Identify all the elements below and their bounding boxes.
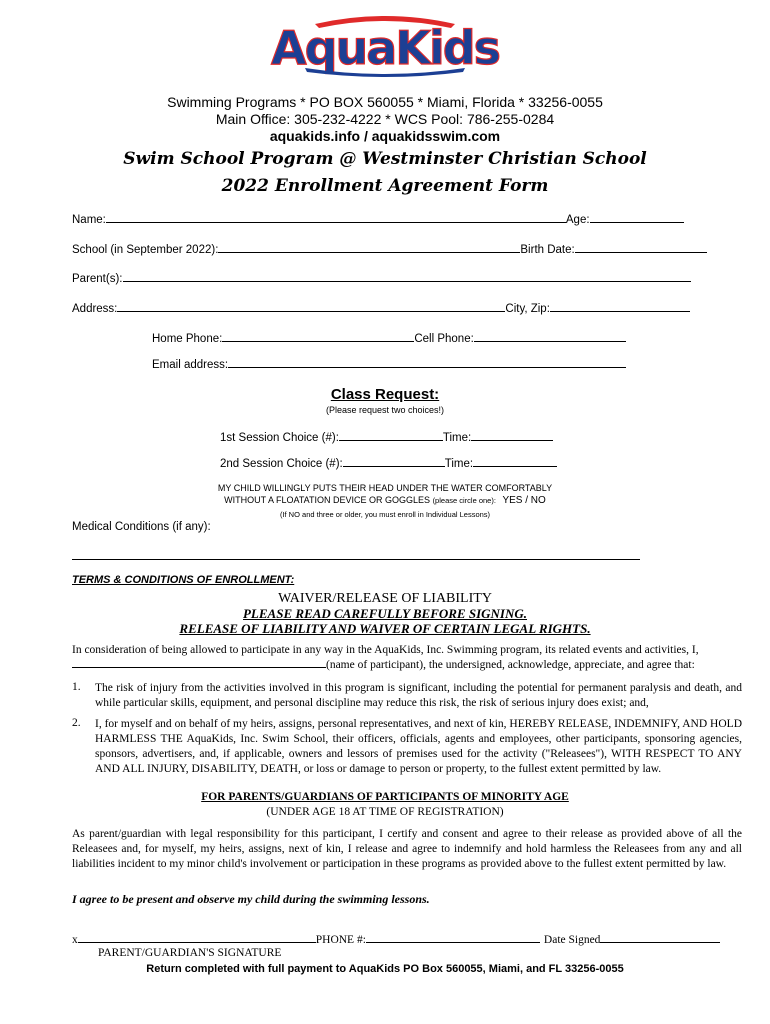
- phone-line[interactable]: [366, 933, 540, 943]
- aquakids-logo-graphic: [270, 10, 500, 76]
- water-comfort-line1: MY CHILD WILLINGLY PUTS THEIR HEAD UNDER THE WATER COMFORTABLY: [217, 483, 553, 493]
- school-field[interactable]: [72, 242, 707, 256]
- school-label: School (in September 2022):: [72, 244, 219, 256]
- phone-fields[interactable]: [152, 331, 626, 345]
- header-phone-line: Main Office: 305-232-4222 * WCS Pool: 786-255-0284: [215, 111, 555, 127]
- under-age-note: (UNDER AGE 18 AT TIME OF REGISTRATION): [266, 806, 504, 818]
- water-comfort-text: WITHOUT A FLOATATION DEVICE OR GOGGLES: [224, 495, 431, 505]
- first-choice-label: 1st Session Choice (#):: [220, 432, 339, 444]
- email-label: Email address:: [152, 359, 229, 371]
- consideration-line2: [72, 658, 742, 673]
- cell-phone-line[interactable]: [474, 331, 626, 342]
- birth-date-line[interactable]: [575, 242, 707, 253]
- city-zip-line[interactable]: [550, 301, 690, 312]
- phone-label: PHONE #:: [315, 934, 366, 946]
- circle-one-note: (please circle one):: [432, 496, 496, 505]
- consideration-text: (name of participant), the undersigned, acknowledge, appreciate, and agree that:: [326, 659, 695, 671]
- form-title-agreement: 2022 Enrollment Agreement Form: [221, 176, 549, 196]
- second-choice-label: 2nd Session Choice (#):: [220, 458, 343, 470]
- return-instructions: Return completed with full payment to AquaKids PO Box 560055, Miami, and FL 33256-0055: [146, 963, 624, 975]
- medical-conditions-label: Medical Conditions (if any):: [72, 521, 211, 533]
- svg-text:AquaKids: AquaKids: [270, 21, 500, 75]
- home-phone-label: Home Phone:: [152, 333, 223, 345]
- first-choice-line[interactable]: [339, 430, 443, 441]
- address-label: Address:: [72, 303, 118, 315]
- release-notice: RELEASE OF LIABILITY AND WAIVER OF CERTAIN LEGAL RIGHTS.: [179, 621, 591, 636]
- signature-line[interactable]: [78, 933, 316, 943]
- school-line[interactable]: [218, 242, 520, 253]
- second-time-label: Time:: [444, 458, 474, 470]
- first-time-label: Time:: [442, 432, 472, 444]
- birth-date-label: Birth Date:: [520, 244, 575, 256]
- home-phone-line[interactable]: [222, 331, 414, 342]
- medical-conditions-line[interactable]: [72, 559, 640, 560]
- address-field[interactable]: [72, 301, 690, 315]
- item2-text: I, for myself and on behalf of my heirs, assigns, personal representatives, and next of kin, HEREBY RELEASE, INDEMNIFY, AND HOLD HARMLESS THE AquaKids, Inc. Swim School, their officers, officials, agents and employees, other participants, sponsoring agencies, sponsors, advertisers, and, if applicable, owners and lessors of premises used for the activity ("Releasees"), WITH RESPECT TO ANY AND ALL INJURY, DISABILITY, DEATH, or loss or damage to person or property, to the fullest extent permitted by law.: [95, 718, 742, 775]
- participant-name-line[interactable]: [72, 658, 326, 668]
- second-time-line[interactable]: [473, 456, 557, 467]
- age-line[interactable]: [590, 212, 684, 223]
- name-label: Name:: [72, 214, 106, 226]
- header-website-line: aquakids.info / aquakidsswim.com: [269, 128, 501, 144]
- name-field[interactable]: [72, 212, 684, 226]
- observe-agreement: I agree to be present and observe my child during the swimming lessons.: [72, 892, 430, 906]
- name-line[interactable]: [106, 212, 566, 223]
- class-request-title: Class Request:: [330, 386, 440, 403]
- item1-text: The risk of injury from the activities involved in this program is significant, including the potential for permanent paralysis and death, and while particular skills, equipment, and personal discipline may reduce this risk, the risk of serious injury does exist; and,: [95, 682, 742, 709]
- address-line[interactable]: [117, 301, 505, 312]
- city-zip-label: City, Zip:: [505, 303, 550, 315]
- first-choice-field[interactable]: [220, 430, 553, 444]
- signature-row[interactable]: [72, 933, 720, 946]
- parents-field[interactable]: [72, 271, 691, 285]
- item2-number: 2.: [72, 717, 81, 729]
- parents-label: Parent(s):: [72, 273, 123, 285]
- header-address-line: Swimming Programs * PO BOX 560055 * Miami, Florida * 33256-0055: [167, 94, 603, 110]
- terms-heading: TERMS & CONDITIONS OF ENROLLMENT:: [72, 574, 295, 586]
- yes-no-choice[interactable]: YES / NO: [502, 495, 546, 506]
- item1-number: 1.: [72, 681, 81, 693]
- cell-phone-label: Cell Phone:: [414, 333, 474, 345]
- date-signed-label: Date Signed: [543, 934, 601, 946]
- second-choice-field[interactable]: [220, 456, 557, 470]
- email-line[interactable]: [228, 357, 626, 368]
- consideration-line1: In consideration of being allowed to participate in any way in the AquaKids, Inc. Swimming program, its related events and activities, I,: [72, 644, 699, 656]
- signature-label: PARENT/GUARDIAN'S SIGNATURE: [98, 947, 282, 959]
- age-label: Age:: [565, 214, 590, 226]
- class-request-note: (Please request two choices!): [325, 405, 445, 415]
- form-title-program: Swim School Program @ Westminster Christian School: [123, 149, 647, 169]
- waiver-title: WAIVER/RELEASE OF LIABILITY: [278, 591, 492, 606]
- parents-guardians-heading: FOR PARENTS/GUARDIANS OF PARTICIPANTS OF MINORITY AGE: [201, 791, 569, 803]
- first-time-line[interactable]: [471, 430, 553, 441]
- second-choice-line[interactable]: [343, 456, 445, 467]
- parents-line[interactable]: [123, 271, 691, 282]
- water-comfort-line2: [0, 495, 770, 506]
- signature-x: x: [72, 934, 78, 946]
- date-signed-line[interactable]: [600, 933, 720, 943]
- aquakids-logo: [0, 10, 770, 76]
- email-field[interactable]: [152, 357, 626, 371]
- please-read-notice: PLEASE READ CAREFULLY BEFORE SIGNING.: [242, 606, 528, 621]
- individual-lessons-note: (If NO and three or older, you must enroll in Individual Lessons): [279, 510, 491, 519]
- guardian-paragraph: As parent/guardian with legal responsibility for this participant, I certify and consent and agree to their release as provided above of all the Releasees and, for myself, my heirs, assigns, next of kin, I release and agree to indemnify and hold harmless the Releasees from any and all liabilities incident to my minor child's involvement or participation in these programs as provided above to the fullest extent permitted by law.: [72, 828, 742, 870]
